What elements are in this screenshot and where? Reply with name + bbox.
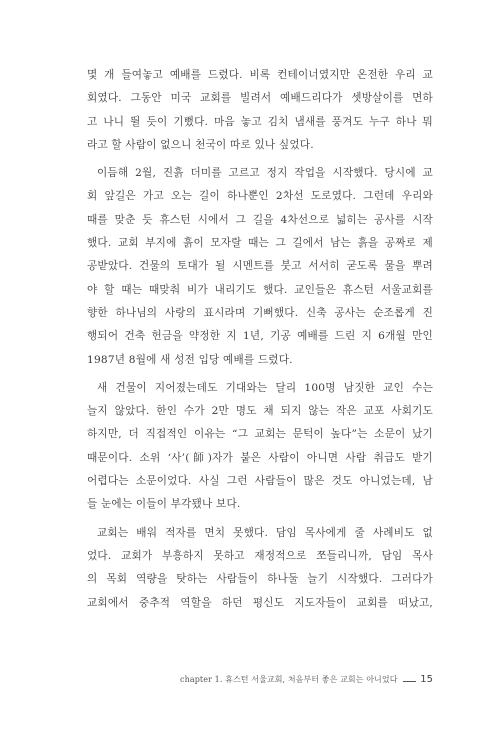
- text-line: 회 앞길은 가고 오는 길이 하나뿐인 2차선 도로였다. 그런데 우리와: [87, 190, 433, 203]
- text-line: 야 할 때는 때맞춰 비가 내리기도 했다. 교인들은 휴스턴 서울교회를: [87, 283, 433, 296]
- text-line: 때를 맞춘 듯 휴스턴 시에서 그 길을 4차선으로 넓히는 공사를 시작: [87, 213, 433, 226]
- text-line: 몇 개 들여놓고 예배를 드렸다. 비록 컨테이너였지만 온전한 우리 교: [87, 69, 433, 81]
- page-footer: [180, 674, 433, 685]
- paragraph-3: [87, 377, 433, 517]
- text-line: 했다. 교회 부지에 흙이 모자랄 때는 그 길에서 남는 흙을 공짜로 제: [87, 237, 433, 250]
- text-line: 하지만, 더 직접적인 이유는 “그 교회는 문턱이 높다”는 소문이 났기: [87, 428, 433, 441]
- text-line: 교회에서 중추적 역할을 하던 평신도 지도자들이 교회를 떠났고,: [87, 596, 433, 609]
- text-line: 향한 하나님의 사랑의 표시라며 기뻐했다. 신축 공사는 순조롭게 진: [87, 306, 433, 319]
- text-line: 라고 할 사람이 없으니 천국이 따로 있나 싶었다.: [87, 138, 314, 151]
- text-line: 고 나니 뛸 듯이 기뻤다. 마음 놓고 김치 냄새를 풍겨도 누구 하나 뭐: [87, 115, 433, 128]
- body-text: [87, 64, 433, 620]
- text-line: 의 목회 역량을 탓하는 사람들이 하나둘 늘기 시작했다. 그러다가: [87, 573, 433, 586]
- paragraph-2: [87, 162, 433, 372]
- text-line: 었다. 교회가 부흥하지 못하고 재정적으로 쪼들리니까, 담임 목사: [87, 549, 433, 562]
- text-line: 새 건물이 지어졌는데도 기대와는 달리 100명 남짓한 교인 수는: [97, 381, 433, 394]
- text-line: 어렵다는 소문이었다. 사실 그런 사람들이 많은 것도 아니었는데, 남: [87, 475, 433, 488]
- text-line: 공받았다. 건물의 토대가 될 시멘트를 붓고 서서히 굳도록 물을 뿌려: [87, 260, 433, 273]
- text-line: 행되어 건축 헌금을 약정한 지 1년, 기공 예배를 드린 지 6개월 만인: [87, 330, 433, 343]
- footer-rule: [403, 681, 417, 682]
- text-line: 늘지 않았다. 한인 수가 2만 명도 채 되지 않는 작은 교포 사회기도: [87, 405, 433, 418]
- text-line: 들 눈에는 이들이 부각됐나 보다.: [87, 498, 241, 511]
- text-line: 때문이다. 소위 ‘사’(師)자가 붙은 사람이 아니면 사람 취급도 받기: [87, 451, 433, 464]
- paragraph-4: [87, 522, 433, 615]
- text-line: 1987년 8월에 새 성전 입당 예배를 드렸다.: [87, 353, 293, 366]
- text-line: 회였다. 그동안 미국 교회를 빌려서 예배드리다가 셋방살이를 면하: [87, 92, 433, 105]
- paragraph-1: [87, 64, 433, 157]
- text-line: 교회는 배워 적자를 면치 못했다. 담임 목사에게 줄 사례비도 없: [97, 526, 433, 539]
- page-number: 15: [420, 674, 433, 685]
- text-line: 이듬해 2월, 진흙 더미를 고르고 정지 작업을 시작했다. 당시에 교: [97, 167, 433, 180]
- running-head: chapter 1. 휴스턴 서울교회, 처음부터 좋은 교회는 아니었다: [180, 675, 398, 684]
